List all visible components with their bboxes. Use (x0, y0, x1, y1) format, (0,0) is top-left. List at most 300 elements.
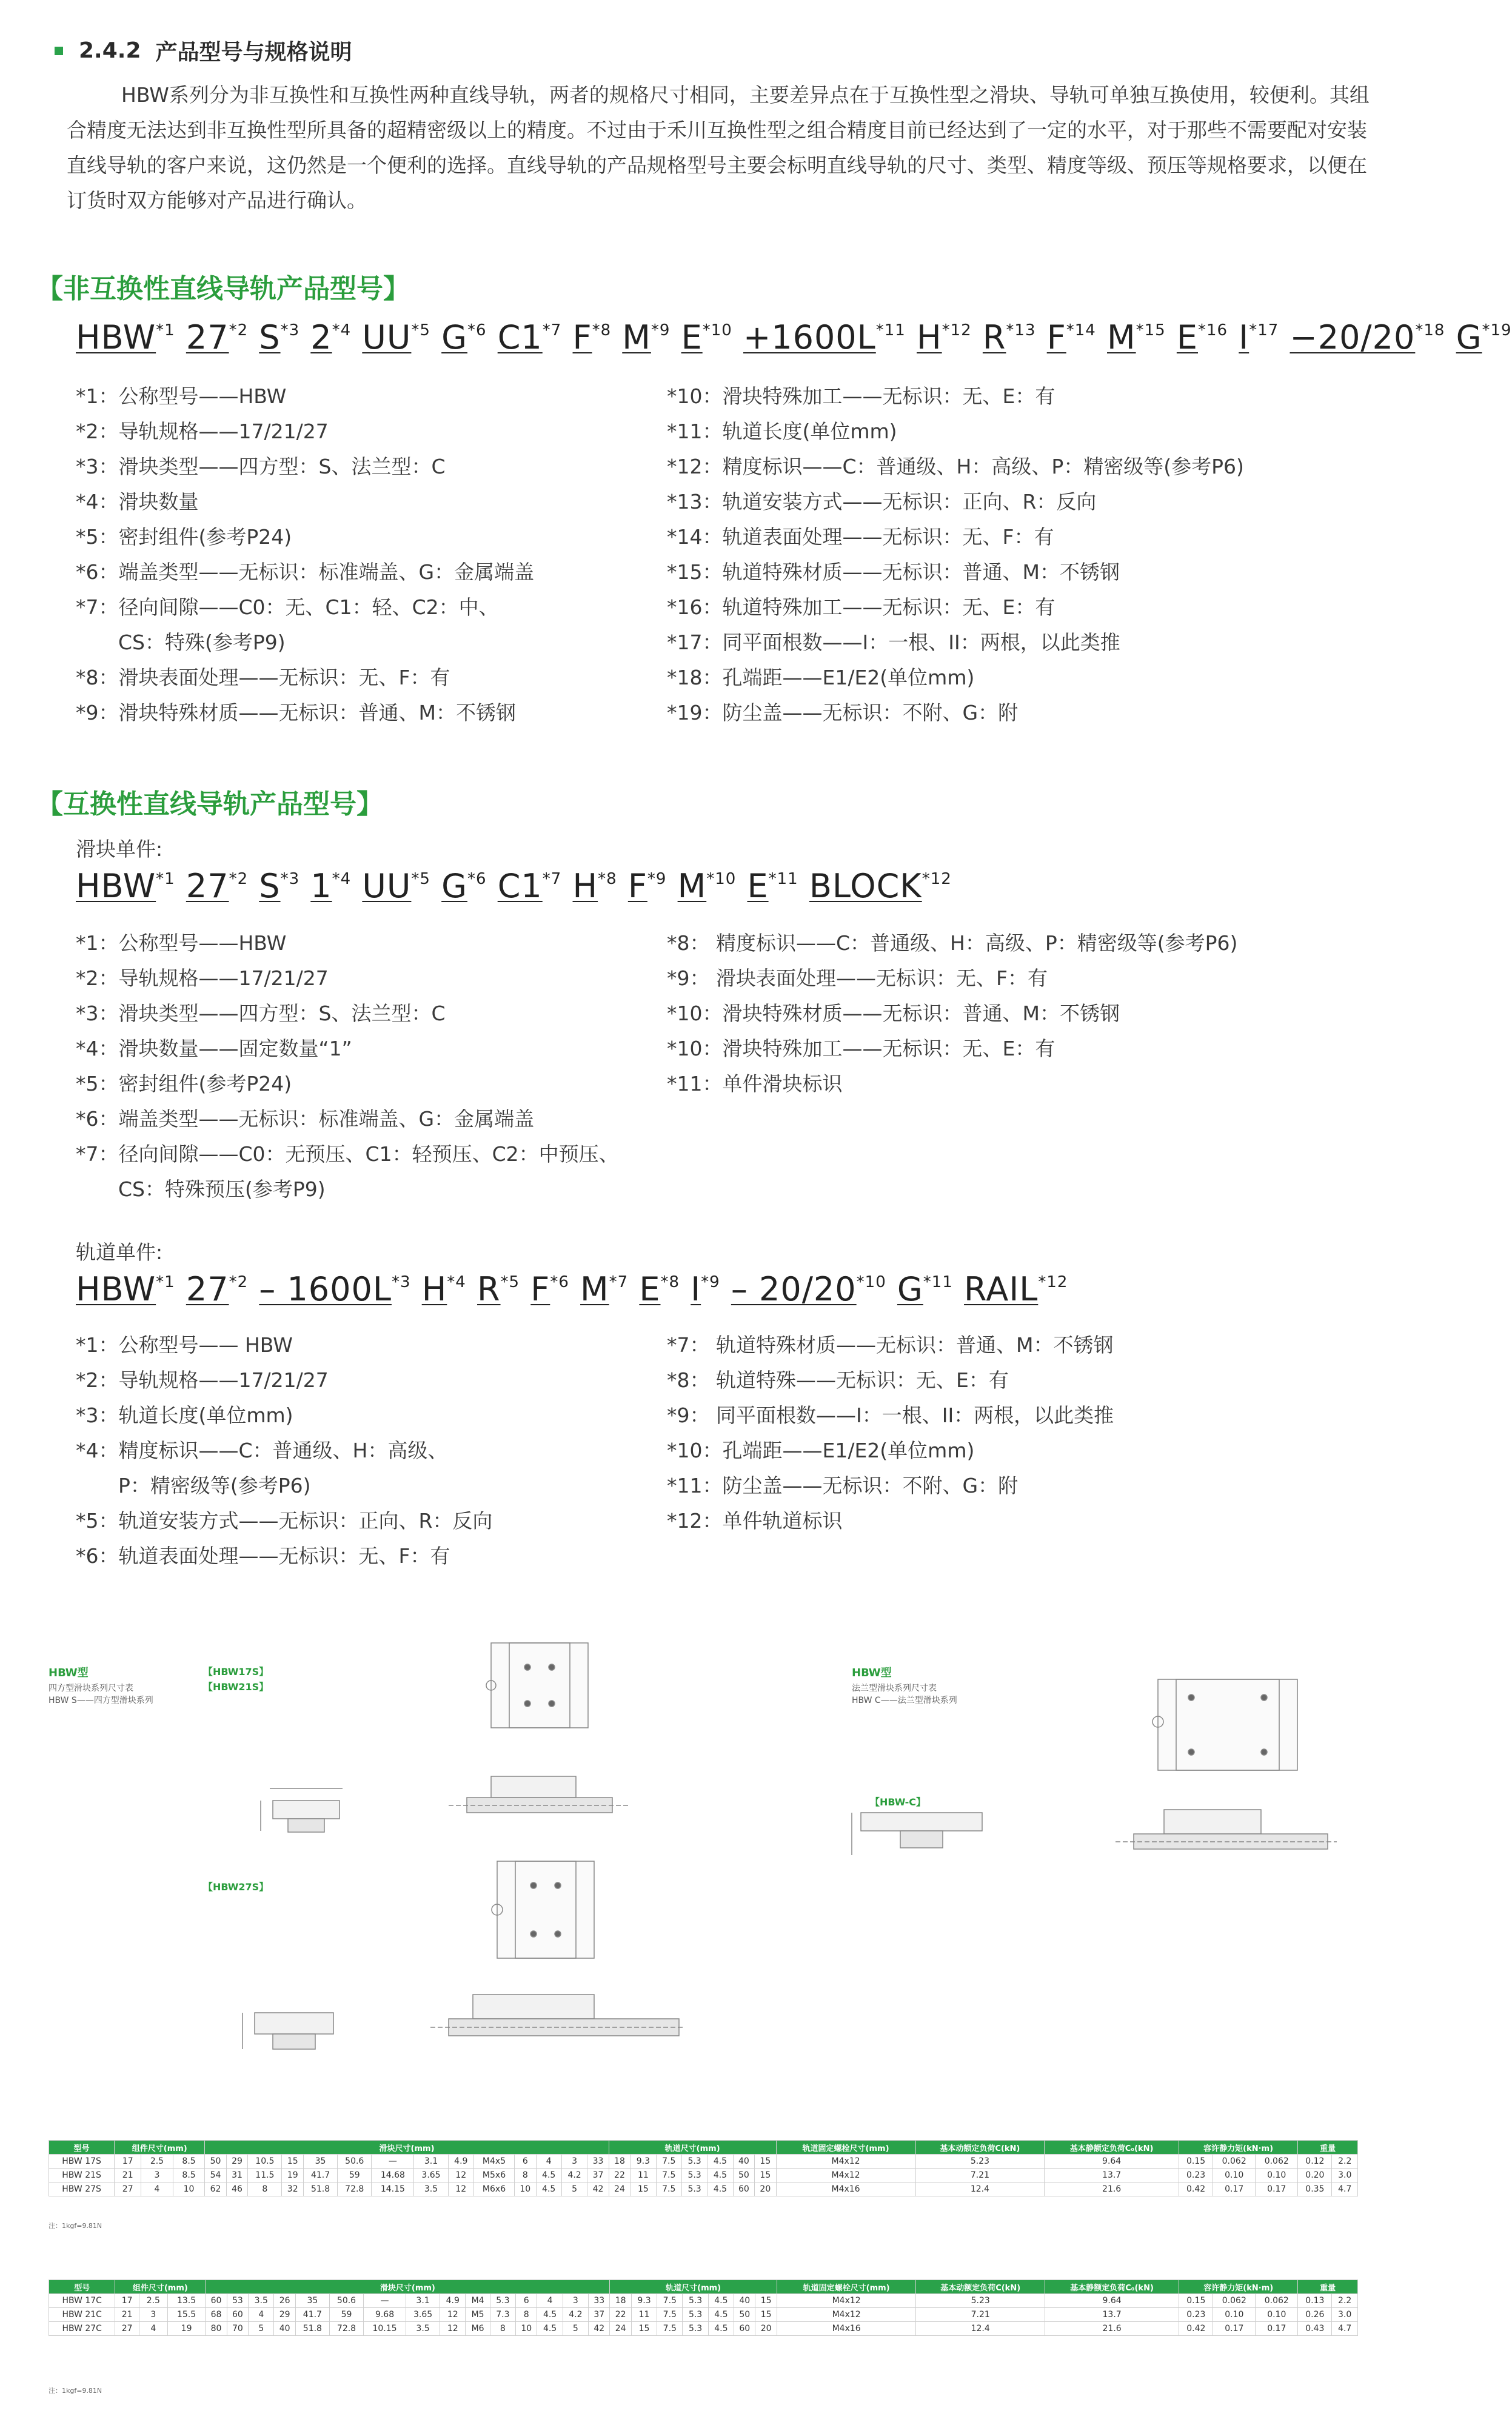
ni-model-token-index: *16 (1198, 321, 1228, 340)
ni-note: *18：孔端距——E1/E2(单位mm) (667, 666, 975, 689)
rail-note: *4：精度标识——C：普通级、H：高级、 (76, 1439, 448, 1462)
table-row (49, 2155, 1358, 2169)
ni-model-token: F (572, 318, 592, 356)
table-cell: 8 (248, 2182, 282, 2196)
table-cell: 0.10 (1256, 2169, 1298, 2182)
table-cell: 7.3 (490, 2308, 515, 2322)
table-cell: 0.23 (1179, 2169, 1213, 2182)
table-cell: 7.5 (656, 2169, 681, 2182)
table-cell: 60 (227, 2308, 248, 2322)
table-cell: 4 (139, 2322, 167, 2336)
table-cell: 8 (515, 2169, 536, 2182)
table-cell: 12 (448, 2169, 473, 2182)
table-cell: 60 (206, 2294, 227, 2308)
block-notes-right (667, 926, 1237, 1102)
ni-model-token: +1600L (743, 318, 876, 356)
table1-note: 注：1kgf=9.81N (49, 2222, 102, 2230)
table-cell: 7.21 (916, 2308, 1045, 2322)
block-model-token: 1 (310, 867, 332, 905)
table-group-header: 容许静力矩(kN·m) (1179, 2141, 1297, 2155)
ni-model-token-index: *1 (156, 321, 175, 340)
table-cell: 7.5 (657, 2322, 683, 2336)
ni-note: *14：轨道表面处理——无标识：无、F：有 (667, 525, 1054, 549)
rail-note: *12：单件轨道标识 (667, 1509, 843, 1533)
table-cell: 15 (631, 2182, 656, 2196)
table-cell: 27 (115, 2182, 141, 2196)
ni-model-token-index: *17 (1249, 321, 1279, 340)
table-cell: 0.17 (1213, 2322, 1256, 2336)
table-cell: 12.4 (916, 2322, 1045, 2336)
table-cell: 51.8 (303, 2182, 337, 2196)
ni-model-token: G (1456, 318, 1482, 356)
block-model-token: E (747, 867, 769, 905)
block-model-token-index: *12 (922, 870, 952, 888)
table-cell: 42 (587, 2182, 609, 2196)
rail-model-token-index: *10 (856, 1273, 886, 1291)
table-group-header: 型号 (49, 2141, 115, 2155)
table-cell: 29 (274, 2308, 295, 2322)
table-cell: 12 (440, 2322, 466, 2336)
table-cell: 0.26 (1298, 2308, 1332, 2322)
table-cell: 15 (755, 2155, 776, 2169)
table-cell: 4.5 (708, 2308, 734, 2322)
table-cell: 3.1 (406, 2294, 440, 2308)
rail-model-token-index: *12 (1038, 1273, 1068, 1291)
rail-model-token-index: *7 (609, 1273, 629, 1291)
ni-model-token-index: *10 (702, 321, 732, 340)
rail-note: *2：导轨规格——17/21/27 (76, 1368, 329, 1392)
rail-model-token-index: *6 (550, 1273, 569, 1291)
block-model-token-index: *5 (411, 870, 430, 888)
ni-model-token-index: *9 (651, 321, 671, 340)
rail-model-token: G (897, 1270, 923, 1308)
rail-model-token-index: *4 (447, 1273, 466, 1291)
block-model-token-index: *8 (598, 870, 617, 888)
table-cell: 20 (755, 2322, 777, 2336)
table-cell: 42 (589, 2322, 610, 2336)
table-cell: 9.64 (1045, 2155, 1179, 2169)
table-cell: 0.23 (1179, 2308, 1213, 2322)
block-model-token-index: *6 (467, 870, 487, 888)
table-cell: 8.5 (173, 2169, 205, 2182)
table-cell: 54 (205, 2169, 226, 2182)
table-row (49, 2322, 1358, 2336)
table-group-header: 轨道固定螺栓尺寸(mm) (776, 2141, 915, 2155)
table-cell: 4 (536, 2155, 561, 2169)
table-cell: M6 (466, 2322, 490, 2336)
table-cell: 0.42 (1179, 2182, 1213, 2196)
block-model-token-index: *1 (156, 870, 175, 888)
rail-model-token-index: *2 (229, 1273, 249, 1291)
block-note: *2：导轨规格——17/21/27 (76, 966, 329, 990)
table-cell: 5.3 (681, 2182, 707, 2196)
table-cell: 53 (227, 2294, 248, 2308)
block-note: *11：单件滑块标识 (667, 1072, 843, 1095)
block-note: *1：公称型号——HBW (76, 931, 287, 955)
block-note: *7：径向间隙——C0：无预压、C1：轻预压、C2：中预压、 (76, 1142, 619, 1166)
rail-model-token-index: *5 (500, 1273, 520, 1291)
block-model-token: H (572, 867, 598, 905)
table-cell: HBW 27C (49, 2322, 115, 2336)
table-cell: 17 (115, 2294, 139, 2308)
ni-model-token: 2 (310, 318, 332, 356)
table-group-header: 重量 (1298, 2141, 1358, 2155)
table-cell: 8 (490, 2322, 515, 2336)
table-cell: — (372, 2155, 414, 2169)
table-cell: 0.17 (1256, 2182, 1298, 2196)
ni-model-token: M (1107, 318, 1136, 356)
table-cell: 5 (561, 2182, 587, 2196)
rail-model-token: HBW (76, 1270, 156, 1308)
table-cell: 3.0 (1332, 2169, 1358, 2182)
ni-model-token-index: *19 (1482, 321, 1512, 340)
table-cell: 18 (610, 2294, 631, 2308)
block-model-token: 27 (186, 867, 229, 905)
table-group-header: 型号 (49, 2280, 115, 2294)
table-cell: 0.062 (1213, 2155, 1256, 2169)
table-cell: 50 (733, 2169, 754, 2182)
table-cell: M4x5 (473, 2155, 514, 2169)
rail-model-token-index: *8 (660, 1273, 680, 1291)
ni-model-token: E (681, 318, 703, 356)
non-interchangeable-model-code (76, 318, 1512, 356)
table-cell: 7.5 (656, 2182, 681, 2196)
table-cell: M4x12 (776, 2155, 915, 2169)
table-cell: 2.2 (1332, 2294, 1358, 2308)
section-number: 2.4.2 (79, 38, 141, 63)
table-cell: 37 (587, 2169, 609, 2182)
table-cell: HBW 21C (49, 2308, 115, 2322)
table-cell: M4 (466, 2294, 490, 2308)
table-cell: 0.17 (1256, 2322, 1298, 2336)
table-cell: 33 (587, 2155, 609, 2169)
ni-model-token: I (1239, 318, 1249, 356)
table-cell: 0.42 (1179, 2322, 1213, 2336)
table-group-header: 重量 (1298, 2280, 1358, 2294)
table-cell: 4.5 (707, 2155, 733, 2169)
table-cell: 0.12 (1298, 2155, 1332, 2169)
table-cell: 2.2 (1332, 2155, 1358, 2169)
table-cell: 7.5 (657, 2308, 683, 2322)
table-cell: 59 (329, 2308, 363, 2322)
spec-table-flange (49, 2280, 1358, 2336)
table-cell: 4 (141, 2182, 173, 2196)
table-cell: 18 (609, 2155, 630, 2169)
table-cell: 4.5 (707, 2169, 733, 2182)
table-cell: 9.64 (1045, 2294, 1179, 2308)
table-group-header: 组件尺寸(mm) (115, 2141, 205, 2155)
table-cell: 0.062 (1256, 2294, 1298, 2308)
table-cell: 62 (205, 2182, 226, 2196)
block-note: *3：滑块类型——四方型：S、法兰型：C (76, 1002, 446, 1025)
rail-model-token-index: *3 (391, 1273, 411, 1291)
ni-model-token: F (1046, 318, 1066, 356)
rail-model-code (76, 1270, 1068, 1308)
table-cell: 4.5 (707, 2182, 733, 2196)
block-model-token: F (627, 867, 647, 905)
table-row (49, 2182, 1358, 2196)
table-cell: 22 (609, 2169, 630, 2182)
table-cell: 27 (115, 2322, 139, 2336)
rail-model-token-index: *9 (701, 1273, 720, 1291)
table-row (49, 2169, 1358, 2182)
ni-note: *3：滑块类型——四方型：S、法兰型：C (76, 455, 446, 478)
table-cell: 0.13 (1298, 2294, 1332, 2308)
table-cell: 4 (537, 2294, 563, 2308)
table-cell: 15 (755, 2294, 777, 2308)
block-model-token: S (259, 867, 281, 905)
left-drawing-title: HBW型 (49, 1667, 89, 1679)
table-cell: 3.5 (414, 2182, 448, 2196)
table-cell: 72.8 (338, 2182, 372, 2196)
table-cell: 29 (226, 2155, 247, 2169)
table-group-header: 滑块尺寸(mm) (206, 2280, 610, 2294)
rail-note: *7： 轨道特殊材质——无标识：普通、M：不锈钢 (667, 1333, 1114, 1357)
right-drawing-sub2: HBW C——法兰型滑块系列 (852, 1696, 957, 1705)
table-group-header: 组件尺寸(mm) (115, 2280, 206, 2294)
table-cell: 4.7 (1332, 2322, 1358, 2336)
table-cell: 35 (295, 2294, 329, 2308)
table-cell: 60 (734, 2322, 755, 2336)
tag-hbw21s: 【HBW21S】 (203, 1681, 269, 1693)
rail-model-token: RAIL (964, 1270, 1039, 1308)
table-cell: 32 (282, 2182, 303, 2196)
table-cell: 21.6 (1045, 2322, 1179, 2336)
table-cell: 7.21 (915, 2169, 1045, 2182)
table-cell: 31 (226, 2169, 247, 2182)
table-cell: 5.3 (683, 2308, 708, 2322)
table-cell: 21 (115, 2169, 141, 2182)
block-note: *4：滑块数量——固定数量“1” (76, 1037, 352, 1060)
ni-note: *8：滑块表面处理——无标识：无、F：有 (76, 666, 450, 689)
rail-model-token: F (530, 1270, 550, 1308)
rail-model-token: 27 (186, 1270, 229, 1308)
table-cell: HBW 17S (49, 2155, 115, 2169)
table-cell: 50.6 (329, 2294, 363, 2308)
table-cell: 3 (139, 2308, 167, 2322)
table-cell: 10 (515, 2182, 536, 2196)
drawing-hbw27s (230, 1849, 691, 2079)
ni-note: *15：轨道特殊材质——无标识：普通、M：不锈钢 (667, 560, 1120, 584)
table-cell: 15 (282, 2155, 303, 2169)
non-interchangeable-notes-right (667, 379, 1244, 731)
table-group-header: 基本动额定负荷C(kN) (915, 2141, 1045, 2155)
ni-note: *5：密封组件(参考P24) (76, 525, 292, 549)
table-cell: 6 (515, 2155, 536, 2169)
table-cell: M5 (466, 2308, 490, 2322)
ni-model-token-index: *3 (280, 321, 300, 340)
table-cell: 9.3 (631, 2155, 656, 2169)
rail-notes-left (76, 1328, 492, 1574)
table2-note: 注：1kgf=9.81N (49, 2387, 102, 2395)
table-cell: 4.5 (536, 2169, 561, 2182)
table-cell: 7.5 (656, 2155, 681, 2169)
table-cell: 0.15 (1179, 2155, 1213, 2169)
table-cell: 40 (733, 2155, 754, 2169)
ni-note: *10：滑块特殊加工——无标识：无、E：有 (667, 384, 1055, 408)
table-cell: 3 (563, 2294, 588, 2308)
rail-model-token: H (421, 1270, 447, 1308)
table-group-header: 滑块尺寸(mm) (205, 2141, 609, 2155)
table-cell: 5.23 (915, 2155, 1045, 2169)
table-cell: HBW 27S (49, 2182, 115, 2196)
table-cell: 51.8 (295, 2322, 329, 2336)
table-cell: 4 (249, 2308, 274, 2322)
ni-note: *6：端盖类型——无标识：标准端盖、G：金属端盖 (76, 560, 535, 584)
table-cell: 68 (206, 2308, 227, 2322)
table-row (49, 2294, 1358, 2308)
bullet-square-icon (55, 47, 63, 55)
table-cell: 0.10 (1256, 2308, 1298, 2322)
table-cell: 11 (631, 2169, 656, 2182)
table-cell: 5.3 (681, 2155, 707, 2169)
table-cell: 4.5 (537, 2308, 563, 2322)
table-cell: 60 (733, 2182, 754, 2196)
block-model-token-index: *7 (542, 870, 562, 888)
table-cell: 40 (734, 2294, 755, 2308)
table-group-header: 基本动额定负荷C(kN) (916, 2280, 1045, 2294)
ni-note: *7：径向间隙——C0：无、C1：轻、C2：中、 (76, 595, 499, 619)
table-cell: 9.3 (631, 2294, 657, 2308)
table-cell: 11.5 (248, 2169, 282, 2182)
table-cell: 3 (141, 2169, 173, 2182)
block-model-token-index: *2 (229, 870, 249, 888)
ni-model-token: UU (362, 318, 412, 356)
table-cell: 10.5 (248, 2155, 282, 2169)
table-cell: 21 (115, 2308, 139, 2322)
table-cell: 33 (589, 2294, 610, 2308)
table-group-header: 轨道尺寸(mm) (610, 2280, 777, 2294)
block-model-token: C1 (497, 867, 543, 905)
ni-model-token: HBW (76, 318, 156, 356)
table-cell: 20 (755, 2182, 776, 2196)
drawing-hbw-c (843, 1661, 1340, 1879)
table-cell: 4.2 (561, 2169, 587, 2182)
block-model-token: G (441, 867, 467, 905)
table-group-header: 基本静额定负荷C₀(kN) (1045, 2280, 1179, 2294)
ni-model-token: R (982, 318, 1006, 356)
table-cell: 8.5 (173, 2155, 205, 2169)
table-group-header: 轨道固定螺栓尺寸(mm) (777, 2280, 916, 2294)
table-cell: 7.5 (657, 2294, 683, 2308)
non-interchangeable-title: 【非互换性直线导轨产品型号】 (36, 273, 410, 304)
table-cell: 4.5 (708, 2294, 734, 2308)
block-note: *8： 精度标识——C：普通级、H：高级、P：精密级等(参考P6) (667, 931, 1238, 955)
block-model-token-index: *9 (647, 870, 667, 888)
block-note: *10：滑块特殊加工——无标识：无、E：有 (667, 1037, 1055, 1060)
table-cell: 3.5 (406, 2322, 440, 2336)
tag-hbw17s: 【HBW17S】 (203, 1666, 269, 1677)
table-cell: 14.68 (372, 2169, 414, 2182)
ni-model-token: M (622, 318, 651, 356)
ni-note: *4：滑块数量 (76, 490, 199, 513)
table-cell: 6 (516, 2294, 537, 2308)
table-cell: 37 (589, 2308, 610, 2322)
table-cell: 19 (282, 2169, 303, 2182)
table-cell: 15 (631, 2322, 657, 2336)
ni-model-token-index: *14 (1066, 321, 1096, 340)
table-cell: 4.5 (536, 2182, 561, 2196)
table-cell: 0.43 (1298, 2322, 1332, 2336)
table-cell: 0.20 (1298, 2169, 1332, 2182)
block-model-token-index: *3 (280, 870, 300, 888)
table-cell: M4x16 (776, 2182, 915, 2196)
left-drawing-sub2: HBW S——四方型滑块系列 (49, 1696, 153, 1705)
ni-note: *2：导轨规格——17/21/27 (76, 420, 329, 443)
table-cell: 70 (227, 2322, 248, 2336)
table-cell: 5.3 (683, 2322, 708, 2336)
tag-hbw27s: 【HBW27S】 (203, 1881, 269, 1893)
table-group-header: 基本静额定负荷C₀(kN) (1045, 2141, 1179, 2155)
table-cell: 4.9 (440, 2294, 466, 2308)
table-cell: M6x6 (473, 2182, 514, 2196)
table-cell: 0.062 (1213, 2294, 1256, 2308)
block-notes-left (76, 926, 619, 1207)
block-model-token: BLOCK (809, 867, 922, 905)
rail-model-token-index: *1 (156, 1273, 175, 1291)
table-cell: M4x16 (777, 2322, 916, 2336)
table-cell: 8 (516, 2308, 537, 2322)
ni-note: *16：轨道特殊加工——无标识：无、E：有 (667, 595, 1055, 619)
ni-note: *1：公称型号——HBW (76, 384, 287, 408)
block-note: *9： 滑块表面处理——无标识：无、F：有 (667, 966, 1048, 990)
ni-model-token-index: *11 (875, 321, 906, 340)
ni-model-token-index: *5 (411, 321, 430, 340)
table-cell: 3.65 (414, 2169, 448, 2182)
table-cell: 24 (609, 2182, 630, 2196)
table-cell: 2.5 (141, 2155, 173, 2169)
table-cell: 13.7 (1045, 2308, 1179, 2322)
table-cell: 80 (206, 2322, 227, 2336)
table-cell: 5.3 (681, 2169, 707, 2182)
ni-model-token-index: *15 (1136, 321, 1166, 340)
table-cell: 40 (274, 2322, 295, 2336)
table-cell: 0.35 (1298, 2182, 1332, 2196)
table-cell: 15 (755, 2308, 777, 2322)
table-cell: 2.5 (139, 2294, 167, 2308)
table-cell: 12 (440, 2308, 466, 2322)
table-cell: 72.8 (329, 2322, 363, 2336)
rail-note: *1：公称型号—— HBW (76, 1333, 293, 1357)
table-cell: M4x12 (776, 2169, 915, 2182)
rail-note: *10：孔端距——E1/E2(单位mm) (667, 1439, 975, 1462)
block-note: *5：密封组件(参考P24) (76, 1072, 292, 1095)
non-interchangeable-notes-left (76, 379, 534, 731)
table-cell: 24 (610, 2322, 631, 2336)
section-heading (55, 35, 352, 66)
block-model-token-index: *4 (332, 870, 352, 888)
table-cell: 0.17 (1213, 2182, 1256, 2196)
table-cell: 5.3 (490, 2294, 515, 2308)
table-cell: 4.5 (708, 2322, 734, 2336)
intro-paragraph: HBW系列分为非互换性和互换性两种直线导轨，两者的规格尺寸相同，主要差异点在于互换性型之滑块、导轨可单独互换使用，较便利。其组合精度无法达到非互换性型所具备的超精密级以上的精度。不过由于禾川互换性型之组合精度目前已经达到了一定的水平，对于那些不需要配对安装直线导轨的客户来说，这仍然是一个便利的选择。直线导轨的产品规格型号主要会标明直线导轨的尺寸、类型、精度等级、预压等规格要求，以便在订货时双方能够对产品进行确认。 (67, 83, 1370, 212)
table-cell: 4.7 (1332, 2182, 1358, 2196)
ni-model-token: G (441, 318, 467, 356)
block-model-token-index: *10 (706, 870, 737, 888)
rail-model-token: R (477, 1270, 501, 1308)
table-cell: 5 (563, 2322, 588, 2336)
ni-note: *17：同平面根数——I：一根、II：两根，以此类推 (667, 630, 1120, 654)
block-model-token-index: *11 (768, 870, 798, 888)
table-cell: 3.5 (249, 2294, 274, 2308)
table-cell: 50 (734, 2308, 755, 2322)
ni-model-token-index: *12 (942, 321, 972, 340)
block-label: 滑块单件: (76, 837, 163, 861)
table-cell: 21.6 (1045, 2182, 1179, 2196)
rail-model-token: – 20/20 (731, 1270, 857, 1308)
table-cell: 13.7 (1045, 2169, 1179, 2182)
block-model-token: HBW (76, 867, 156, 905)
